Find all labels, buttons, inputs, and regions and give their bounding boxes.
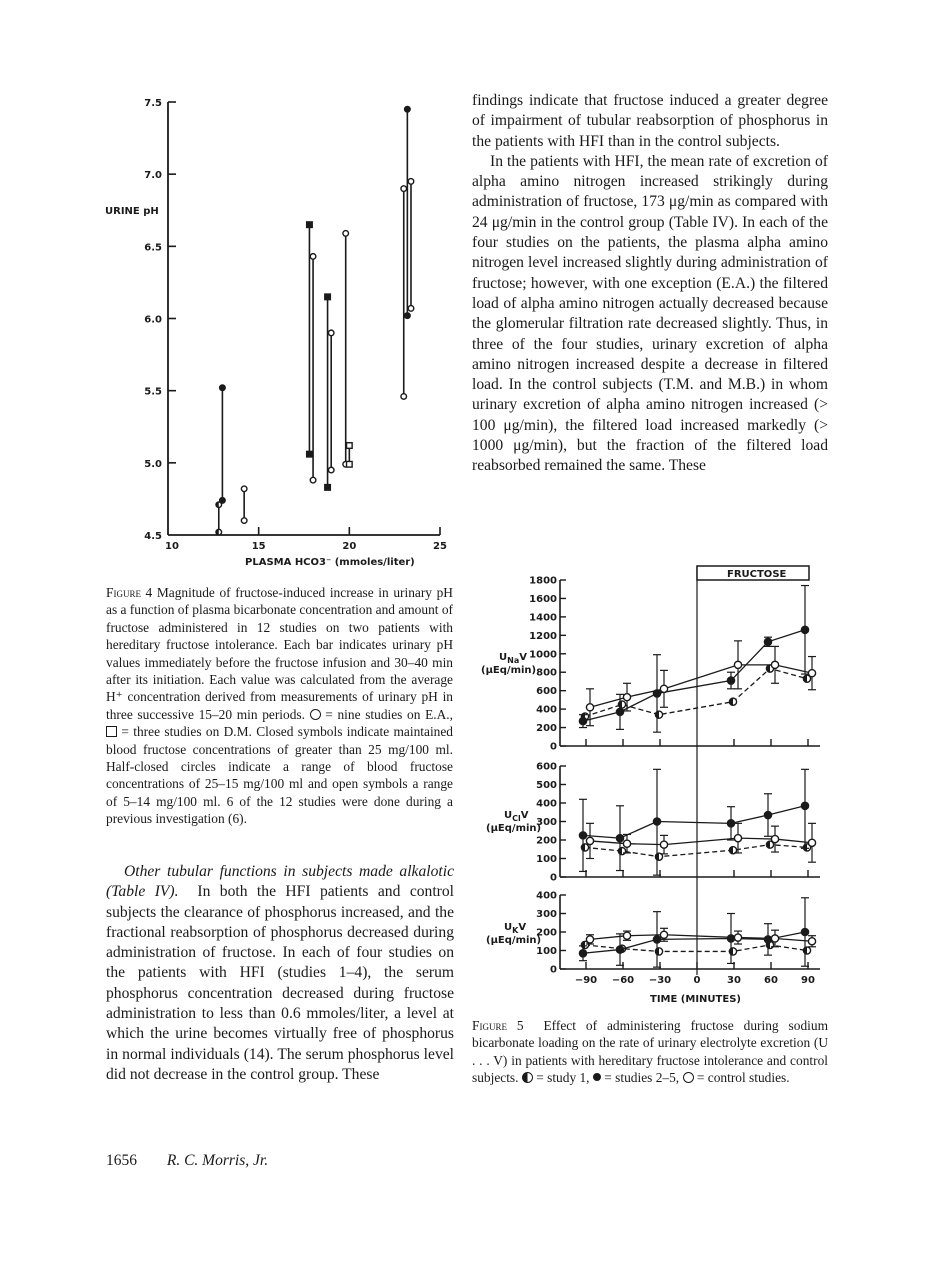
figure-5-x-tick-label: −30 (648, 975, 672, 986)
figure-5-xlabel: TIME (MINUTES) (650, 994, 741, 1005)
page-footer (106, 1152, 268, 1170)
figure-5-point (764, 811, 771, 818)
figure-5-y-tick-label: 400 (536, 890, 557, 902)
figure-5-y-tick-label: 200 (536, 835, 557, 847)
figure-4-x-tick-label: 25 (433, 541, 447, 552)
figure-5-x-tick-label: 90 (801, 975, 815, 986)
page-number: 1656 (106, 1152, 137, 1169)
open-circle-icon (683, 1072, 694, 1083)
figure-4-y-tick-label: 6.5 (144, 242, 162, 254)
figure-5-x-tick-label: 0 (693, 975, 701, 986)
figure-5-point (616, 835, 623, 842)
figure-5-point (734, 661, 741, 668)
figure-5-point (727, 677, 734, 684)
figure-5-caption (472, 1017, 828, 1087)
figure-5-point (727, 820, 734, 827)
figure-5-y-tick-label: 600 (536, 761, 557, 773)
figure-5-y-tick-label: 200 (536, 723, 557, 735)
figure-4-y-tick-label: 7.0 (144, 170, 162, 182)
figure-5-point (660, 685, 667, 692)
figure-5-panel-yunit: (μEq/min) (486, 935, 542, 946)
left-column-text (106, 862, 454, 1085)
figure-5-y-tick-label: 400 (536, 704, 557, 716)
figure-5-y-tick-label: 100 (536, 946, 557, 957)
figure-4-caption-label: Figure 4 (106, 585, 153, 600)
half-filled-circle-icon (522, 1072, 533, 1083)
figure-5-series-line (583, 806, 805, 838)
figure-5-point (764, 638, 771, 645)
figure-5-point (808, 670, 815, 677)
figure-5-y-tick-label: 400 (536, 798, 557, 810)
section-heading: Other tubular functions in subjects made alkalotic (Table IV). (106, 863, 454, 901)
figure-5-point (808, 938, 815, 945)
figure-5-point (660, 931, 667, 938)
figure-5-point (616, 708, 623, 715)
figure-5-point (727, 935, 734, 942)
figure-5-point (579, 718, 586, 725)
figure-5-point (579, 950, 586, 957)
figure-5-panel-ylabel: $U_KV$ (504, 922, 527, 935)
figure-4-caption-square: = three studies on D.M. Closed symbols indicate maintained blood fructose concentrations of greater than 25 mg/100 ml. Half-closed circles indicate a range of blood fructose concentrations of 25–15 mg/100 ml and open symbols a range of 5–14 mg/100 ml. 6 of the 12 studies were done during a previous investigation (6). (106, 724, 454, 827)
figure-5-point (623, 932, 630, 939)
figure-5-caption-half: = study 1, (536, 1070, 590, 1086)
figure-5-y-tick-label: 1000 (529, 649, 557, 661)
figure-5-point (616, 946, 623, 953)
figure-5-point (623, 694, 630, 701)
right-paragraph-1: findings indicate that fructose induced a greater degree of impairment of tubular reabsorption of phosphorus in the patients with HFI than in the control subjects. (472, 92, 828, 150)
figure-5-point (808, 839, 815, 846)
figure-5-y-tick-label: 600 (536, 686, 557, 698)
figure-5-y-tick-label: 1400 (529, 612, 557, 624)
figure-5-point (623, 840, 630, 847)
figure-5-panel-ylabel: $U_{Na}V$ (499, 652, 527, 665)
figure-5-panel-yunit: (μEq/min) (486, 823, 542, 834)
left-paragraph: In both the HFI patients and control subjects the clearance of phosphorus increased, and the fractional reabsorption of phosphorus decreased during administration of fructose. In each of four studies on the patients with HFI (studies 1–4), the serum phosphorus concentration decreased during fructose administration to less than 0.6 mmoles/liter, a level at which the urine becomes virtually free of phosphorus in normal individuals (14). The serum phosphorus level did not decrease in the control group. These (106, 883, 454, 1083)
figure-4-caption-circle: = nine studies on E.A., (325, 706, 453, 722)
figure-5-y-tick-label: 1200 (529, 630, 557, 642)
figure-5-point (771, 835, 778, 842)
figure-5-caption-label: Figure 5 (472, 1018, 524, 1033)
figure-5-y-tick-label: 100 (536, 854, 557, 865)
figure-4-y-tick-label: 5.5 (144, 386, 162, 398)
figure-5-caption-dot: = studies 2–5, (604, 1070, 680, 1086)
figure-5-y-tick-label: 0 (550, 872, 557, 884)
figure-5-y-tick-label: 800 (536, 667, 557, 679)
figure-5-axes (481, 566, 820, 986)
figure-4-x-tick-label: 10 (165, 541, 179, 552)
figure-5-x-tick-label: −60 (611, 975, 635, 986)
figure-4-caption-text: Magnitude of fructose-induced increase in urinary pH as a function of plasma bicarbonate concentration and amount of fructose administered in 12 studies on two patients with hereditary fructose intolerance. Each bar indicates urinary pH values immediately before the fructose infusion and 30–40 min after its initiation. Each value was calculated from the average H⁺ concentration derived from measurements of urinary pH in three successive 15–20 min periods. (106, 585, 453, 722)
figure-5-y-tick-label: 300 (536, 817, 557, 828)
figure-5-point (771, 661, 778, 668)
figure-4-x-tick-label: 20 (342, 541, 357, 552)
figure-5-panel-ylabel: $U_{Cl}V$ (504, 810, 529, 823)
figure-5-point (586, 936, 593, 943)
figure-5-y-tick-label: 1600 (529, 593, 557, 605)
right-column-text (472, 91, 828, 477)
figure-5-point (771, 935, 778, 942)
figure-5-point (586, 704, 593, 711)
figure-5-point (801, 802, 808, 809)
figure-5-point (764, 936, 771, 943)
open-square-icon (106, 726, 117, 737)
figure-5-x-tick-label: 60 (764, 975, 778, 986)
figure-5-x-tick-label: 30 (727, 975, 741, 986)
figure-4-y-tick-label: 7.5 (144, 98, 162, 109)
figure-5-x-tick-label: −90 (574, 975, 598, 986)
figure-5-y-tick-label: 300 (536, 909, 557, 920)
figure-5-point (653, 936, 660, 943)
figure-4-y-tick-label: 4.5 (144, 531, 162, 542)
figure-5-caption-open: = control studies. (696, 1070, 790, 1086)
figure-5-point (579, 832, 586, 839)
running-author: R. C. Morris, Jr. (166, 1152, 269, 1169)
figure-4-caption (106, 584, 453, 828)
figure-5-point (801, 928, 808, 935)
figure-5-point (734, 835, 741, 842)
figure-5-y-tick-label: 0 (550, 741, 557, 753)
figure-5-y-tick-label: 0 (550, 964, 557, 976)
figure-4-xlabel: PLASMA HCO3⁻ (mmoles/liter) (245, 557, 415, 568)
figure-4-x-tick-label: 15 (251, 541, 266, 552)
figure-5-point (660, 841, 667, 848)
figure-5-point (734, 934, 741, 941)
figure-5-caption-text: Effect of administering fructose during sodium bicarbonate loading on the rate of urinary electrolyte excretion (U . . . V) in patients with hereditary fructose intolerance and control subjects. (472, 1018, 828, 1086)
figure-4-y-tick-label: 5.0 (144, 458, 162, 470)
filled-circle-icon (593, 1073, 601, 1081)
figure-4-y-tick-label: 6.0 (144, 314, 162, 326)
figure-5-y-tick-label: 500 (536, 780, 557, 791)
figure-5-y-tick-label: 200 (536, 927, 557, 939)
figure-5-point (801, 626, 808, 633)
figure-4-ylabel: URINE pH (105, 206, 159, 217)
fructose-label: FRUCTOSE (727, 569, 787, 580)
figure-5-panel-yunit: (μEq/min) (481, 665, 537, 676)
right-paragraph-2: In the patients with HFI, the mean rate of excretion of alpha amino nitrogen increased strikingly during administration of fructose, 173 μg/min as compared with 24 μg/min in the control group (Table IV). In each of the four studies on the patients, the plasma alpha amino nitrogen level increased slightly during administration of fructose; however, with one exception (E.A.) the filtered load of alpha amino nitrogen actually decreased because the glomerular filtration rate decreased slightly. Thus, in three of the four studies, urinary excretion of alpha amino nitrogen increased despite a decrease in filtered load. In the control subjects (T.M. and M.B.) in whom urinary excretion of alpha amino nitrogen increased (> 100 μg/min), the filtered load increased markedly (> 1000 μg/min), but the fraction of the filtered load reabsorbed remained the same. These (472, 152, 828, 475)
figure-5-point (586, 837, 593, 844)
figure-5-y-tick-label: 1800 (529, 575, 557, 587)
figure-5-point (653, 818, 660, 825)
open-circle-icon (310, 709, 321, 720)
